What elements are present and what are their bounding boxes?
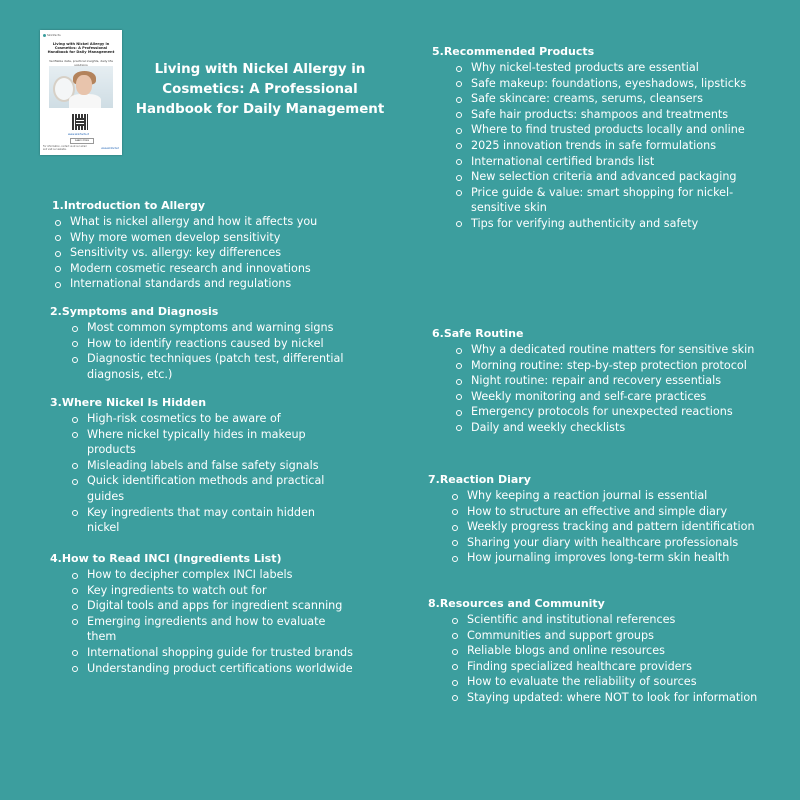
list-item: Night routine: repair and recovery essentials [432,373,772,389]
section-heading: 6.Safe Routine [432,327,524,340]
section-where-nickel-hidden [50,396,350,536]
list-item: Safe hair products: shampoos and treatments [432,107,762,123]
list-item: High-risk cosmetics to be aware of [50,411,350,427]
list-item: Sharing your diary with healthcare professionals [428,535,758,551]
cover-footer-link: www.skinfacts.it [101,147,119,150]
list-item: How to decipher complex INCI labels [50,567,355,583]
cover-button: Learn more [70,138,94,144]
section-list [50,411,350,536]
section-list [52,214,352,292]
list-item: Communities and support groups [428,628,758,644]
section-reaction-diary [428,473,758,566]
list-item: How journaling improves long-term skin health [428,550,758,566]
list-item: Weekly progress tracking and pattern identification [428,519,758,535]
section-read-inci [50,552,355,676]
section-heading: 8.Resources and Community [428,597,605,610]
list-item: Daily and weekly checklists [432,420,772,436]
brand-logo-icon [43,34,46,37]
list-item: Sensitivity vs. allergy: key differences [52,245,352,261]
section-resources-community [428,597,758,706]
section-heading: 2.Symptoms and Diagnosis [50,305,219,318]
list-item: Diagnostic techniques (patch test, differential diagnosis, etc.) [50,351,360,382]
list-item: Tips for verifying authenticity and safety [432,216,762,232]
cover-brand [43,33,61,37]
list-item: 2025 innovation trends in safe formulations [432,138,762,154]
section-recommended-products [432,45,762,232]
list-item: International shopping guide for trusted brands [50,645,355,661]
qr-code-icon [72,114,88,130]
list-item: Emergency protocols for unexpected reactions [432,404,772,420]
list-item: Why keeping a reaction journal is essential [428,488,758,504]
cover-photo [49,66,113,108]
section-symptoms [50,305,360,382]
section-heading: 7.Reaction Diary [428,473,531,486]
section-heading: 4.How to Read INCI (Ingredients List) [50,552,282,565]
list-item: What is nickel allergy and how it affects you [52,214,352,230]
section-heading: 1.Introduction to Allergy [52,199,206,212]
list-item: Finding specialized healthcare providers [428,659,758,675]
list-item: Safe makeup: foundations, eyeshadows, lipsticks [432,76,762,92]
list-item: Why a dedicated routine matters for sensitive skin [432,342,772,358]
list-item: Most common symptoms and warning signs [50,320,360,336]
section-list [428,612,758,706]
section-list [432,60,762,232]
section-heading: 5.Recommended Products [432,45,595,58]
list-item: Key ingredients to watch out for [50,583,355,599]
list-item: Scientific and institutional references [428,612,758,628]
list-item: Weekly monitoring and self-care practices [432,389,772,405]
woman-shirt-shape [69,94,101,108]
book-cover-thumbnail [40,30,122,155]
cover-link: www.skinfacts.it [68,133,90,136]
section-safe-routine [432,327,772,436]
list-item: Understanding product certifications worldwide [50,661,355,677]
list-item: Price guide & value: smart shopping for nickel-sensitive skin [432,185,762,216]
list-item: New selection criteria and advanced packaging [432,169,762,185]
section-list [432,342,772,436]
cover-subtitle: Verifiable data, practical insights, daily life [49,59,113,63]
list-item: Digital tools and apps for ingredient scanning [50,598,355,614]
list-item: Why nickel-tested products are essential [432,60,762,76]
list-item: Key ingredients that may contain hidden nickel [50,505,350,536]
list-item: Where nickel typically hides in makeup products [50,427,350,458]
cover-footer: For information, contact us at our email and visit our website. [43,145,87,151]
list-item: Quick identification methods and practical guides [50,473,350,504]
list-item: Emerging ingredients and how to evaluate them [50,614,355,645]
list-item: International certified brands list [432,154,762,170]
list-item: Safe skincare: creams, serums, cleansers [432,91,762,107]
list-item: Staying updated: where NOT to look for information [428,690,758,706]
list-item: Reliable blogs and online resources [428,643,758,659]
cover-title: Living with Nickel Allergy in Cosmetics: A Professional Handbook for Daily Management [47,42,115,55]
list-item: How to evaluate the reliability of sources [428,674,758,690]
list-item: Why more women develop sensitivity [52,230,352,246]
cover-brand-label: Skinfacts [47,33,61,37]
list-item: How to identify reactions caused by nickel [50,336,360,352]
section-list [50,567,355,676]
list-item: Morning routine: step-by-step protection protocol [432,358,772,374]
list-item: How to structure an effective and simple diary [428,504,758,520]
woman-face-shape [76,75,92,95]
list-item: Modern cosmetic research and innovations [52,261,352,277]
list-item: International standards and regulations [52,276,352,292]
section-list [428,488,758,566]
section-introduction [52,199,352,292]
section-heading: 3.Where Nickel Is Hidden [50,396,207,409]
page-title: Living with Nickel Allergy in Cosmetics: A Professional Handbook for Daily Management [135,62,385,117]
list-item: Misleading labels and false safety signals [50,458,350,474]
list-item: Where to find trusted products locally and online [432,122,762,138]
section-list [50,320,360,382]
